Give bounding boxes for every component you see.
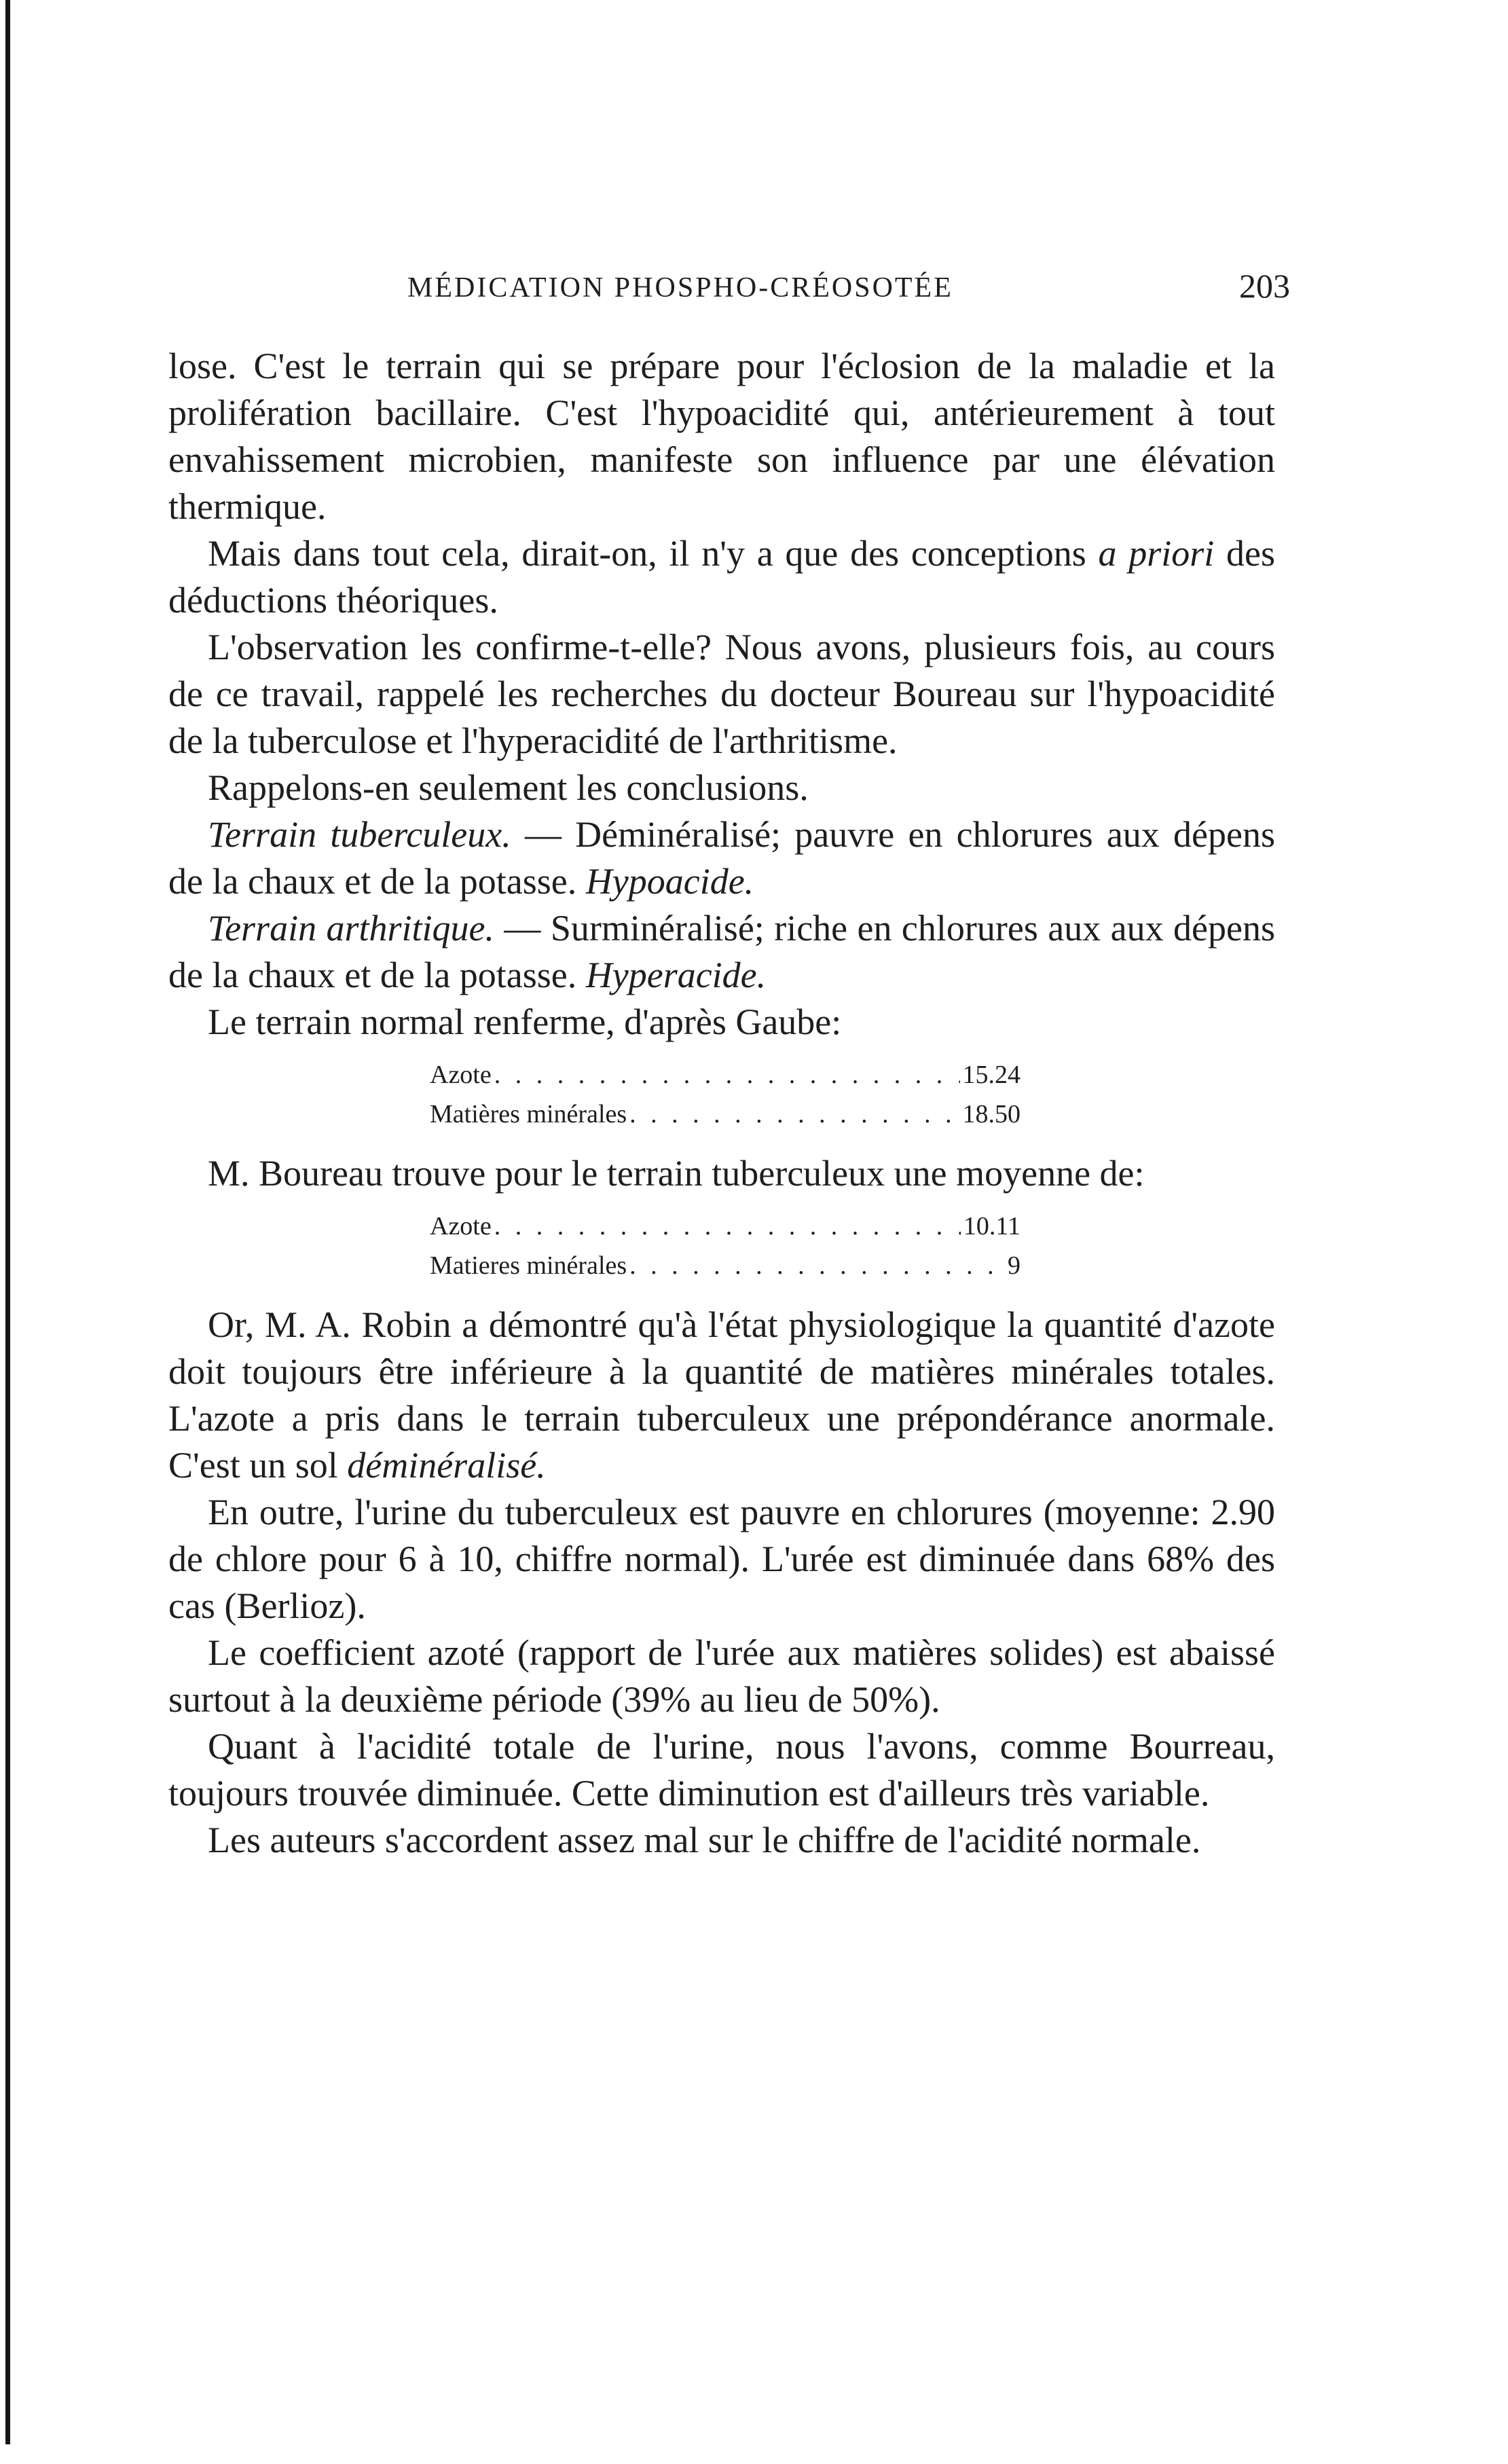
paragraph-terrain-arthritique: Terrain arthritique. — Surminéralisé; riche en chlorures aux aux dépens de la chaux et de la potasse. Hyperacide.: [168, 908, 1275, 995]
page-number: 203: [1239, 267, 1290, 305]
paragraph-13: Les auteurs s'accordent assez mal sur le chiffre de l'acidité normale.: [208, 1820, 1201, 1860]
leader-dots: [494, 1207, 961, 1246]
paragraph-terrain-tuberculeux: Terrain tuberculeux. — Déminéralisé; pauvre en chlorures aux dépens de la chaux et de la potasse. Hypoacide.: [168, 814, 1275, 902]
table-row: [430, 1246, 1020, 1285]
paragraph-7: Le terrain normal renferme, d'après Gaube:: [208, 1001, 842, 1042]
paragraph-2: Mais dans tout cela, dirait-on, il n'y a que des conceptions a priori des déductions théoriques.: [168, 533, 1275, 621]
paragraph-8: M. Boureau trouve pour le terrain tuberculeux une moyenne de:: [208, 1153, 1145, 1194]
table-label: Azote: [430, 1061, 492, 1089]
paragraph-9: Or, M. A. Robin a démontré qu'à l'état physiologique la quantité d'azote doit toujours être inférieure à la quantité de matières minérales totales. L'azote a pris dans le terrain tuberculeux une prépondérance anormale. C'est un sol déminéralisé.: [168, 1304, 1275, 1486]
leader-dots: [629, 1095, 959, 1134]
paragraph-12: Quant à l'acidité totale de l'urine, nous l'avons, comme Bourreau, toujours trouvée diminuée. Cette diminution est d'ailleurs très variable.: [168, 1726, 1275, 1814]
table-row: [430, 1095, 1020, 1134]
paragraph-10: En outre, l'urine du tuberculeux est pauvre en chlorures (moyenne: 2.90 de chlore pour 6 à 10, chiffre normal). L'urée est diminuée dans 68% des cas (Berlioz).: [168, 1492, 1275, 1626]
scan-edge-line: [5, 0, 10, 2444]
table-terrain-tuberculeux: [430, 1207, 1020, 1285]
table-value: 15.24: [962, 1061, 1020, 1089]
table-row: [430, 1055, 1020, 1095]
paragraph-3: L'observation les confirme-t-elle? Nous avons, plusieurs fois, au cours de ce travail, rappelé les recherches du docteur Boureau sur l'hypoacidité de la tuberculose et l'hyperacidité de l'arthritisme.: [168, 627, 1275, 761]
table-value: 10.11: [963, 1212, 1020, 1240]
table-label: Matières minérales: [430, 1100, 627, 1128]
leader-dots: [494, 1055, 960, 1095]
table-label: Azote: [430, 1212, 492, 1240]
table-terrain-normal: [430, 1055, 1020, 1134]
paragraph-4: Rappelons-en seulement les conclusions.: [208, 767, 809, 808]
page-header: [407, 266, 1290, 314]
running-title: MÉDICATION PHOSPHO-CRÉOSOTÉE: [407, 272, 953, 304]
table-label: Matieres minérales: [430, 1251, 627, 1280]
table-value: 9: [1008, 1251, 1020, 1280]
paragraph-11: Le coefficient azoté (rapport de l'urée aux matières solides) est abaissé surtout à la deuxième période (39% au lieu de 50%).: [168, 1632, 1275, 1720]
page-body: [168, 343, 1275, 1864]
paragraph-1: lose. C'est le terrain qui se prépare pour l'éclosion de la maladie et la prolifération bacillaire. C'est l'hypoacidité qui, antérieurement à tout envahissement microbien, manifeste son influence par une élévation thermique.: [168, 346, 1275, 527]
table-value: 18.50: [962, 1100, 1020, 1128]
table-row: [430, 1207, 1020, 1246]
leader-dots: [629, 1246, 1005, 1285]
